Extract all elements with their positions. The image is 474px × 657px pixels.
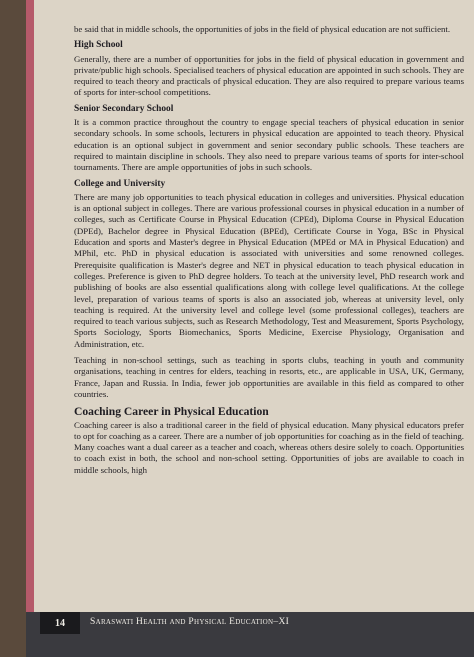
footer-book-title (90, 617, 289, 627)
body-paragraph: There are many job opportunities to teach physical education in colleges and universities. Physical education is an optional subject in colleges. There are various professional courses in physical education in a number of colleges, such as Certificate Course in Physical Education (CPEd), Diploma Course in Physical Education (DPEd), Bachelor degree in Physical Education (BPEd), Certificate Course in Yoga, BSc in Physical Education and sports and Master's degree in Physical Education (MPEd or MA in Physical Education) and MPhil, etc. PhD in physical education is associated with universities and some renowned colleges. Prerequisite qualification is Master's degree and NET in physical education to teach physical education in colleges. Preference is given to PhD degree holders. To teach at the university level, PhD research work and publishing of books are also essential qualifications along with college level qualifications. At the college level, preparation of various teams of sports is also an associated job, whereas at university level, only teaching is required. At the university level and college level (some professional colleges), teachers are required to teach various subjects, such as Research Methodology, Test and Measurement, Sports Psychology, Sports Sociology, Sports Biomechanics, Sports Medicine, Exercise Physiology, Organisation and Administration, etc. (74, 191, 464, 349)
section-heading: High School (74, 40, 123, 51)
body-paragraph: Generally, there are a number of opportunities for jobs in the field of physical education in government and private/public high schools. Specialised teachers of physical education are appointed in such schools. They are required to teach theory and practicals of physical education. They are also required to prepare various teams of sports for inter-school competitions. (74, 53, 464, 98)
footer-book-title-text: Saraswati Health and Physical Education–XI (90, 617, 290, 627)
body-paragraph: Coaching career is also a traditional career in the field of physical education. Many physical educators prefer to opt for coaching as a career. There are a number of job opportunities for coaching as in the field of teaching. Many coaches want a dual career as a teacher and coach, whereas others desire solely to coach. Opportunities to coach exist in both, the school and non-school setting. Opportunities of jobs are available to coach in middle schools, high (74, 419, 464, 475)
body-paragraph: Teaching in non-school settings, such as teaching in sports clubs, teaching in youth and community organisations, teaching in centres for elders, teaching in resorts, etc., are applicable in USA, UK, Germany, France, Japan and Russia. In India, fewer job opportunities are available in this field as compared to other countries. (74, 355, 464, 399)
section-heading: Senior Secondary School (74, 103, 174, 114)
page-body-text (74, 24, 464, 476)
section-heading: College and University (74, 178, 166, 189)
body-paragraph: be said that in middle schools, the opportunities of jobs in the field of physical education are not sufficient. (74, 24, 451, 34)
page-number: 14 (40, 612, 80, 634)
chapter-heading: Coaching Career in Physical Education (74, 405, 269, 419)
margin-color-bar (26, 0, 34, 612)
body-paragraph: It is a common practice throughout the country to engage special teachers of physical education in senior secondary schools. In some schools, lecturers in physical education are appointed to teach theory. Physical education is an optional subject in government and senior secondary public schools. These teachers are required to maintain discipline in schools. They also need to prepare various teams of sports for inter-school tournaments. There are ample opportunities of jobs in such schools. (74, 117, 464, 173)
